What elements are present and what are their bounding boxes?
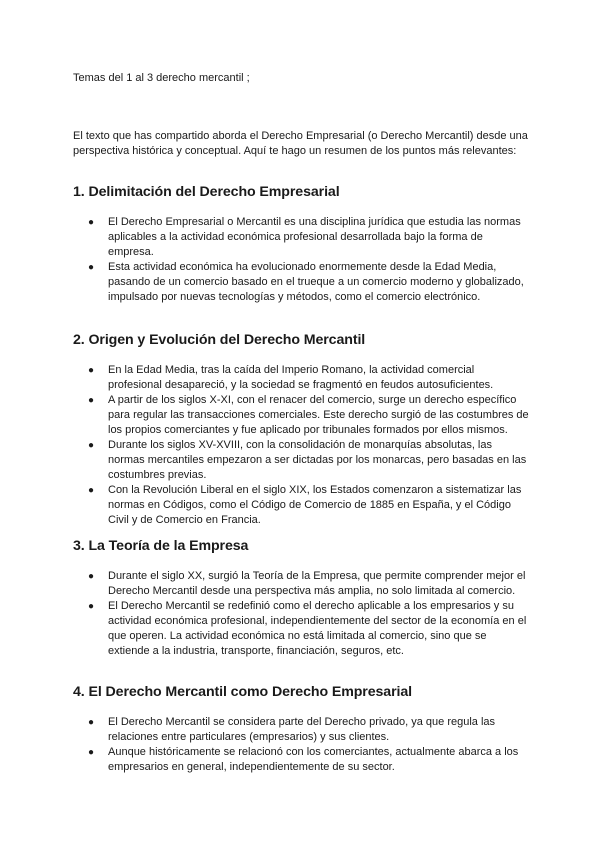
section-3 <box>73 537 538 659</box>
bullet-list <box>73 363 538 528</box>
list-item: ● A partir de los siglos X-XI, con el renacer del comercio, surge un derecho específico para regular las transacciones comerciales. Este derecho surgió de las costumbres de los propios comerciantes y fue aplicado por tribunales formados por ellos mismos. <box>88 394 529 436</box>
list-item: ● Con la Revolución Liberal en el siglo XIX, los Estados comenzaron a sistematizar las normas en Códigos, como el Código de Comercio de 1885 en España, y el Código Civil y de Comercio en Francia. <box>88 484 522 526</box>
list-item: ● El Derecho Mercantil se redefinió como el derecho aplicable a los empresarios y su actividad económica profesional, independientemente del sector de la economía en el que operen. La actividad económica no está limitada al comercio, sino que se extiende a la industria, transporte, financiación, seguros, etc. <box>88 600 527 657</box>
list-item: ● El Derecho Mercantil se considera parte del Derecho privado, ya que regula las relaciones entre particulares (empresarios) y sus clientes. <box>88 716 496 743</box>
section-heading: 4. El Derecho Mercantil como Derecho Empresarial <box>73 684 412 700</box>
section-1 <box>73 183 538 305</box>
list-item: ● El Derecho Empresarial o Mercantil es una disciplina jurídica que estudia las normas aplicables a la actividad económica profesional desarrollada bajo la forma de empresa. <box>88 216 521 258</box>
bullet-list <box>73 715 538 775</box>
section-heading: 2. Origen y Evolución del Derecho Mercantil <box>73 332 366 348</box>
list-item: ● Durante los siglos XV-XVIII, con la consolidación de monarquías absolutas, las normas mercantiles empezaron a ser dictadas por los monarcas, pero basadas en las costumbres previas. <box>88 439 527 481</box>
bullet-icon: ● <box>88 717 95 728</box>
bullet-icon: ● <box>88 217 95 228</box>
bullet-icon: ● <box>88 485 95 496</box>
bullet-list <box>73 569 538 659</box>
section-2 <box>73 331 538 528</box>
list-item: ● Aunque históricamente se relacionó con los comerciantes, actualmente abarca a los empresarios en general, independientemente de su sector. <box>88 746 519 773</box>
intro-paragraph: El texto que has compartido aborda el Derecho Empresarial (o Derecho Mercantil) desde una perspectiva histórica y conceptual. Aquí te hago un resumen de los puntos más relevantes: <box>73 130 528 157</box>
bullet-icon: ● <box>88 262 95 273</box>
section-4 <box>73 683 538 775</box>
bullet-icon: ● <box>88 571 95 582</box>
list-item: ● En la Edad Media, tras la caída del Imperio Romano, la actividad comercial profesional desapareció, y la sociedad se fragmentó en feudos autosuficientes. <box>88 364 494 391</box>
bullet-icon: ● <box>88 747 95 758</box>
bullet-list <box>73 215 538 305</box>
bullet-icon: ● <box>88 365 95 376</box>
bullet-icon: ● <box>88 601 95 612</box>
section-heading: 3. La Teoría de la Empresa <box>73 538 249 554</box>
bullet-icon: ● <box>88 395 95 406</box>
document-title: Temas del 1 al 3 derecho mercantil ; <box>73 72 250 84</box>
section-heading: 1. Delimitación del Derecho Empresarial <box>73 184 340 200</box>
bullet-icon: ● <box>88 440 95 451</box>
list-item: ● Esta actividad económica ha evolucionado enormemente desde la Edad Media, pasando de un comercio basado en el trueque a un comercio moderno y globalizado, impulsado por nuevas tecnologías y métodos, como el comercio electrónico. <box>88 261 524 303</box>
list-item: ● Durante el siglo XX, surgió la Teoría de la Empresa, que permite comprender mejor el Derecho Mercantil desde una perspectiva más amplia, no solo limitada al comercio. <box>88 570 526 597</box>
